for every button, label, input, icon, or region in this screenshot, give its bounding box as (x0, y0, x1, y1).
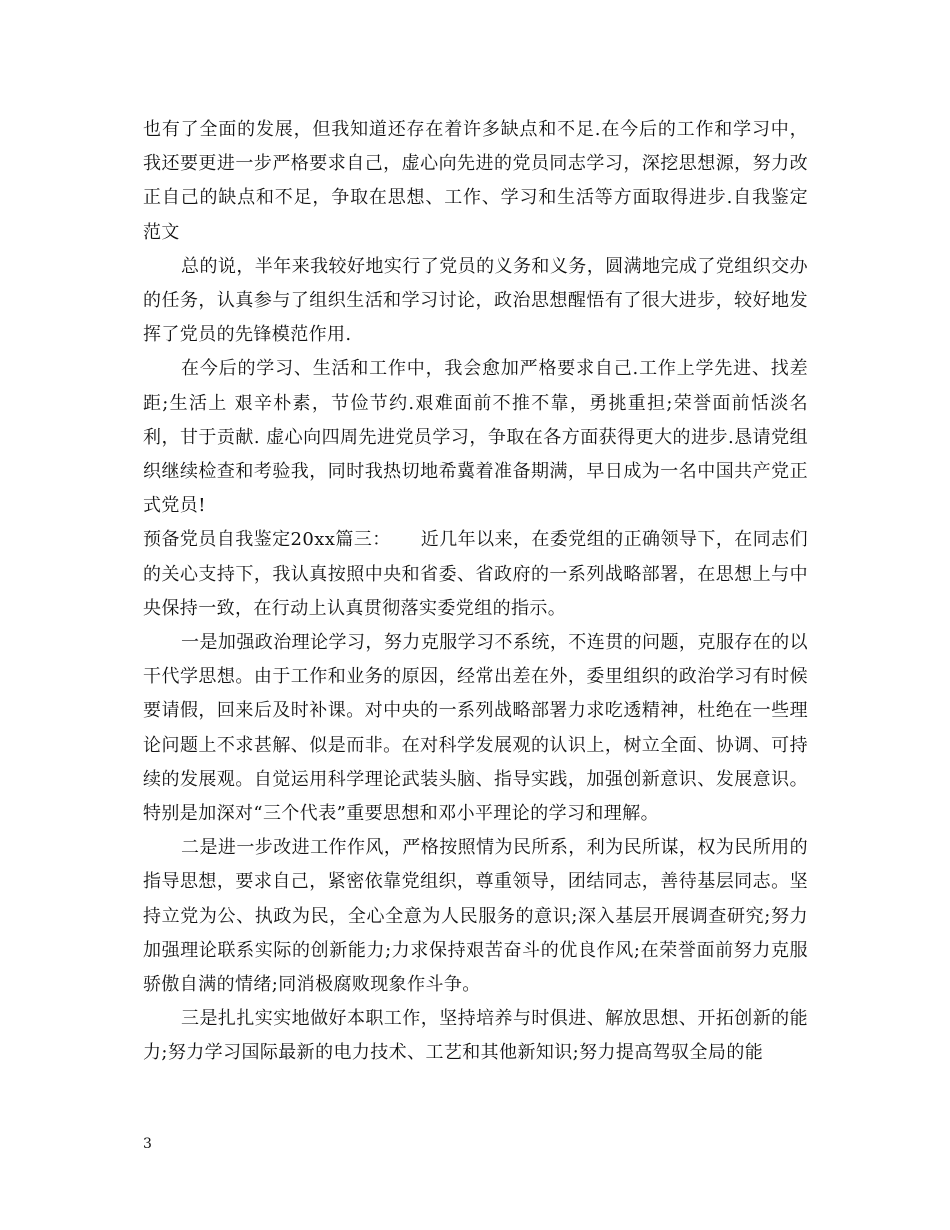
paragraph: 总的说，半年来我较好地实行了党员的义务和义务，圆满地完成了党组织交办的任务，认真参与了组织生活和学习讨论，政治思想醒悟有了很大进步，较好地发挥了党员的先锋模范作用. (143, 255, 808, 346)
paragraph-text: 近几年以来，在委党组的正确领导下，在同志们的关心支持下，我认真按照中央和省委、省政府的一系列战略部署，在思想上与中央保持一致，在行动上认真贯彻落实委党组的指示。 (143, 529, 808, 619)
paragraph: 在今后的学习、生活和工作中，我会愈加严格要求自己.工作上学先进、找差距;生活上 艰辛朴素，节俭节约.艰难面前不推不靠，勇挑重担;荣誉面前恬淡名利，甘于贡献. 虚心向四周先进党员学习，争取在各方面获得更大的进步.恳请党组织继续检查和考验我，同时我热切地希冀着准备期满，早日成为一名中国共产党正式党员! (143, 358, 808, 517)
page-number: 3 (143, 1136, 152, 1152)
document-body (143, 113, 808, 1071)
section-heading: 预备党员自我鉴定20xx篇三： (143, 529, 391, 551)
paragraph: 二是进一步改进工作作风，严格按照情为民所系，利为民所谋，权为民所用的指导思想，要求自己，紧密依靠党组织，尊重领导，团结同志，善待基层同志。坚持立党为公、执政为民，全心全意为人民服务的意识;深入基层开展调查研究;努力加强理论联系实际的创新能力;力求保持艰苦奋斗的优良作风;在荣誉面前努力克服骄傲自满的情绪;同消极腐败现象作斗争。 (143, 837, 808, 996)
paragraph: 也有了全面的发展，但我知道还存在着许多缺点和不足.在今后的工作和学习中，我还要更进一步严格要求自己，虚心向先进的党员同志学习，深挖思想源，努力改正自己的缺点和不足，争取在思想、工作、学习和生活等方面取得进步.自我鉴定范文 (143, 119, 808, 243)
paragraph: 一是加强政治理论学习，努力克服学习不系统，不连贯的问题，克服存在的以干代学思想。由于工作和业务的原因，经常出差在外，委里组织的政治学习有时候要请假，回来后及时补课。对中央的一系列战略部署力求吃透精神，杜绝在一些理论问题上不求甚解、似是而非。在对科学发展观的认识上，树立全面、协调、可持续的发展观。自觉运用科学理论武装头脑、指导实践，加强创新意识、发展意识。特别是加深对“三个代表”重要思想和邓小平理论的学习和理解。 (143, 632, 808, 825)
paragraph: 三是扎扎实实地做好本职工作，坚持培养与时俱进、解放思想、开拓创新的能力;努力学习国际最新的电力技术、工艺和其他新知识;努力提高驾驭全局的能 (143, 1008, 808, 1064)
paragraph-with-heading (143, 523, 808, 626)
